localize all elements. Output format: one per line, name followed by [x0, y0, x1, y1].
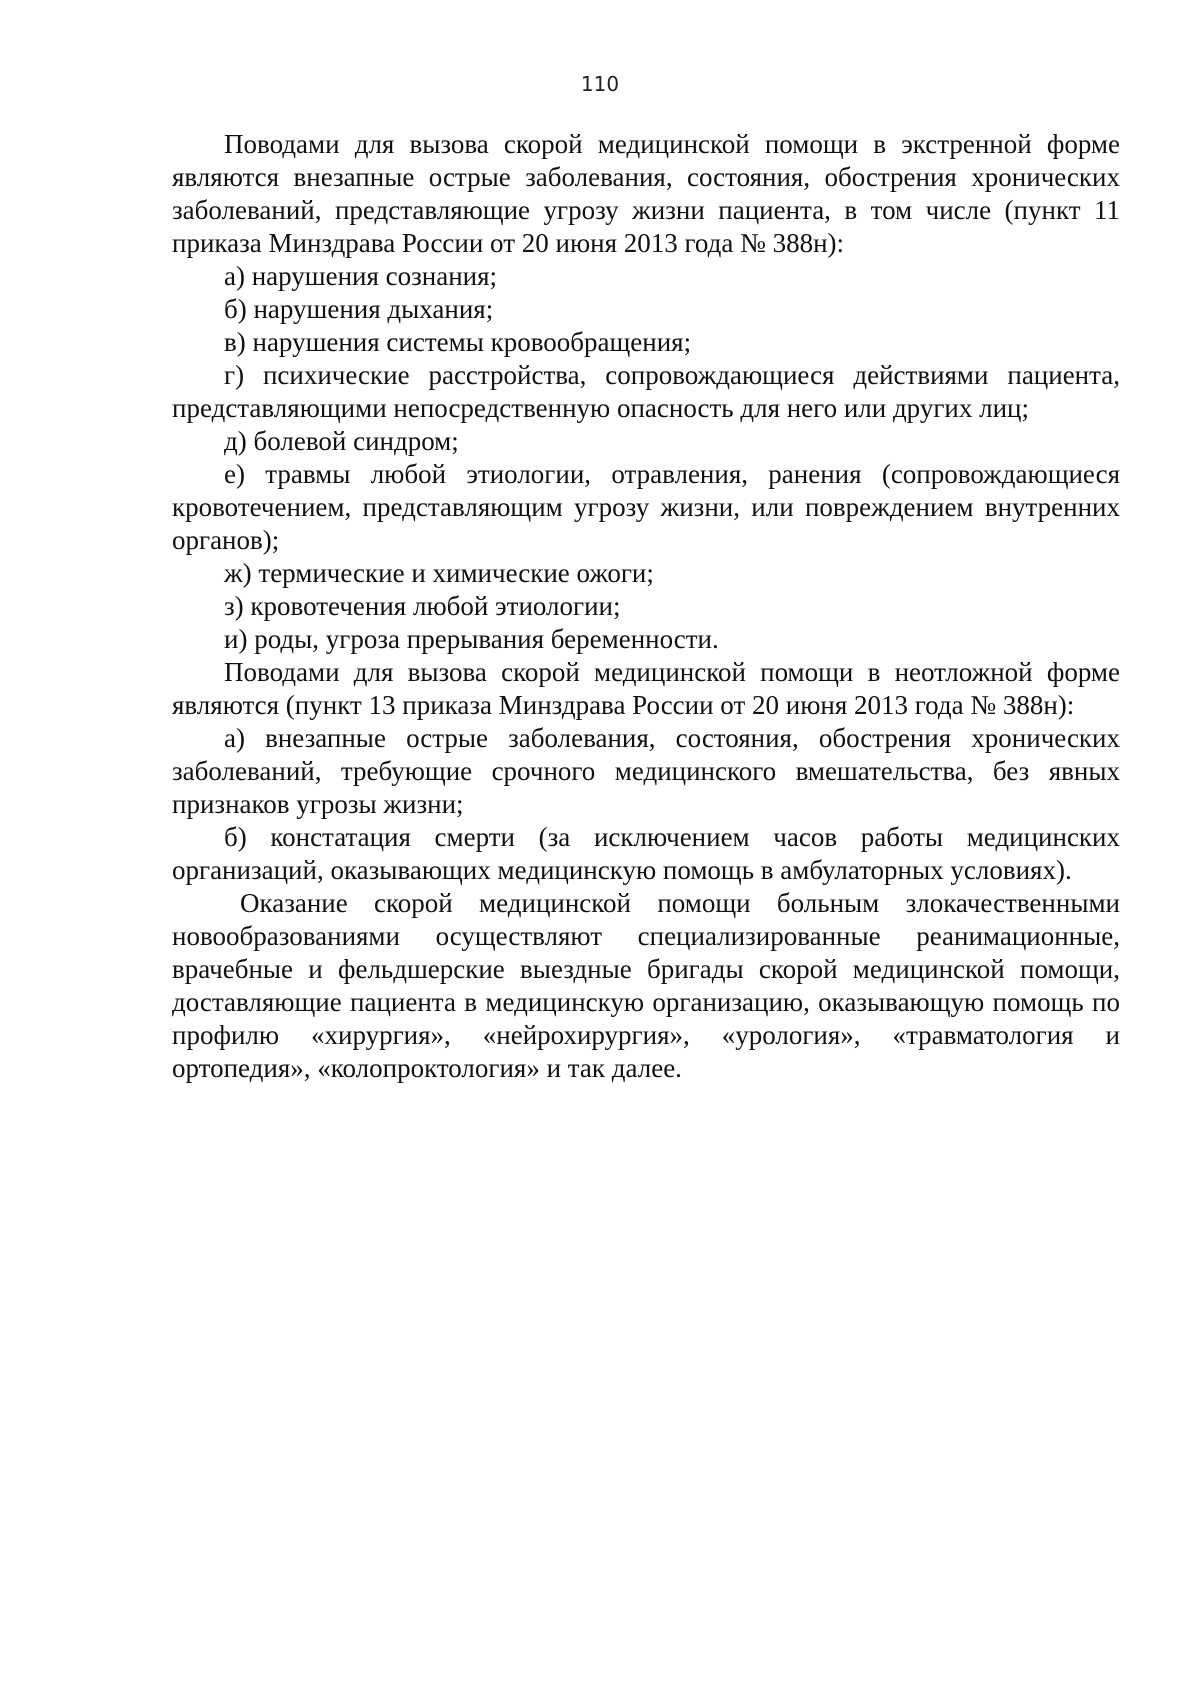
document-body — [172, 128, 1120, 1085]
list-item-v: в) нарушения системы кровообращения; — [224, 327, 692, 357]
paragraph-emergency-intro: Поводами для вызова скорой медицинской помощи в экстренной форме являются внезапные острые заболевания, состояния, обострения хронических заболеваний, представляющие угрозу жизни пациента, в том числе (пункт 11 приказа Минздрава России от 20 июня 2013 года № 388н): — [172, 129, 1120, 258]
list-item-d: д) болевой синдром; — [224, 426, 459, 456]
list-item-g: г) психические расстройства, сопровождающиеся действиями пациента, представляющими непосредственную опасность для него или других лиц; — [172, 360, 1120, 423]
paragraph-oncology-care: Оказание скорой медицинской помощи больным злокачественными новообразованиями осуществляют специализированные реанимационные, врачебные и фельдшерские выездные бригады скорой медицинской помощи, доставляющие пациента в медицинскую организацию, оказывающую помощь по профилю «хирургия», «нейрохирургия», «урология», «травматология и ортопедия», «колопроктология» и так далее. — [172, 888, 1120, 1083]
list-item-i: и) роды, угроза прерывания беременности. — [224, 624, 719, 654]
list-item-zh: ж) термические и химические ожоги; — [224, 558, 654, 588]
list-item-a: а) нарушения сознания; — [224, 261, 498, 291]
list-item-e: е) травмы любой этиологии, отравления, ранения (сопровождающиеся кровотечением, представляющим угрозу жизни, или повреждением внутренних органов); — [172, 459, 1120, 555]
list-item-b: б) нарушения дыхания; — [224, 294, 494, 324]
page-number: 110 — [580, 72, 620, 96]
paragraph-urgent-intro: Поводами для вызова скорой медицинской помощи в неотложной форме являются (пункт 13 приказа Минздрава России от 20 июня 2013 года № 388н): — [172, 657, 1120, 720]
list-item-z: з) кровотечения любой этиологии; — [224, 591, 621, 621]
urgent-item-a: а) внезапные острые заболевания, состояния, обострения хронических заболеваний, требующие срочного медицинского вмешательства, без явных признаков угрозы жизни; — [172, 723, 1120, 819]
urgent-item-b: б) констатация смерти (за исключением часов работы медицинских организаций, оказывающих медицинскую помощь в амбулаторных условиях). — [172, 822, 1120, 885]
